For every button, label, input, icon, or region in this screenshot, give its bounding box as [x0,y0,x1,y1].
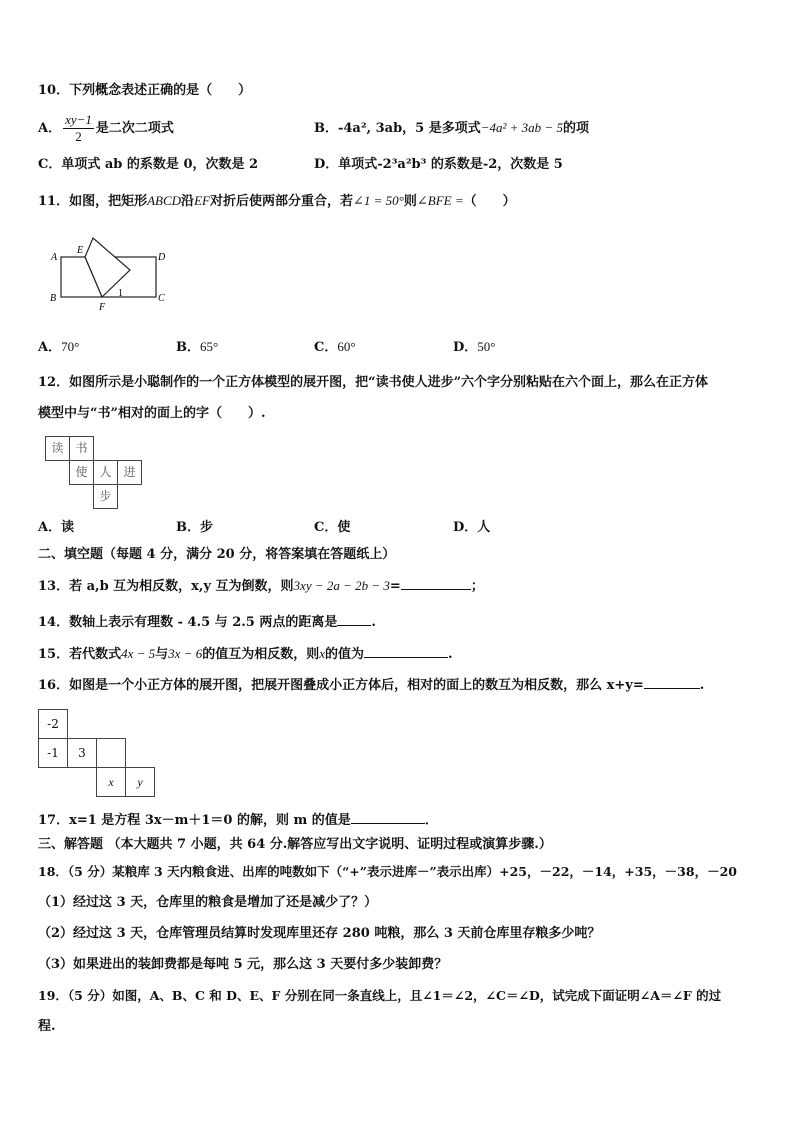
q18-part-2: （2）经过这 3 天，仓库管理员结算时发现库里还存 280 吨粮，那么 3 天前仓库里存粮多少吨？ [38,926,601,941]
q12-option-c: C．使 [314,520,351,535]
net-cell: 步 [93,484,118,509]
net-cell: 书 [69,436,94,461]
net-cell: -1 [38,738,68,768]
answer-blank[interactable] [337,613,371,626]
section-3-heading: 三、解答题 （本大题共 7 小题，共 64 分.解答应写出文字说明、证明过程或演算步骤.） [38,837,552,852]
net-cell: 人 [93,460,118,485]
q10-option-a: A． $\frac{xy-1}{2}$ 是二次二项式 [38,112,174,144]
net-cell: y [125,767,155,797]
q10-stem: 10．下列概念表述正确的是（ ） [38,83,252,98]
q12-line-2: 模型中与“书”相对的面上的字（ ）. [38,406,266,421]
answer-blank[interactable] [644,676,700,689]
q10-option-b: B．-4a², 3ab，5 是多项式−4a² + 3ab − 5的项 [314,120,589,136]
label-A: A [51,252,58,263]
q12-line-1: 12．如图所示是小聪制作的一个正方体模型的展开图，把“读书使人进步”六个字分别粘贴在六个面上，那么在正方体 [38,375,709,390]
q12-option-b: B．步 [176,520,214,535]
q13: 13．若 a,b 互为相反数，x,y 互为倒数，则3xy − 2a − 2b − 3= ； [38,578,484,594]
q16-cube-net [38,709,158,797]
q11-option-c: C．60° [314,339,356,355]
q12-cube-net [45,436,145,512]
answer-blank[interactable] [401,577,471,590]
q19-line-1: 19．（5 分）如图，A、B、C 和 D、E、F 分别在同一条直线上，且∠1＝∠2，∠C＝∠D，试完成下面证明∠A＝∠F 的过 [38,988,722,1003]
net-cell: -2 [38,709,68,739]
q18-stem: 18．（5 分）某粮库 3 天内粮食进、出库的吨数如下（“+”表示进库－”表示出库）+25，－22，－14，+35，－38，－20 [38,864,737,879]
q10-option-c: C．单项式 ab 的系数是 0，次数是 2 [38,157,259,172]
label-F: F [99,302,106,313]
q18-part-3: （3）如果进出的装卸费都是每吨 5 元，那么这 3 天要付多少装卸费？ [38,957,448,972]
q16: 16．如图是一个小正方体的展开图，把展开图叠成小正方体后，相对的面上的数互为相反数，那么 x+y= . [38,678,705,693]
q11-option-a: A．70° [38,339,80,355]
answer-blank[interactable] [351,811,425,824]
q10-option-d: D．单项式-2³a²b³ 的系数是-2，次数是 5 [314,157,563,172]
q17: 17．x=1 是方程 3x－m＋1＝0 的解，则 m 的值是 ． [38,813,438,828]
q14: 14．数轴上表示有理数 - 4.5 与 2.5 两点的距离是 . [38,615,376,630]
q12-option-a: A．读 [38,520,75,535]
label-D: D [158,252,166,263]
q11-option-d: D．50° [453,339,496,355]
q15: 15．若代数式4x − 5与3x − 6的值互为相反数，则x的值为 . [38,646,453,662]
net-cell [96,738,126,768]
net-cell: 读 [45,436,70,461]
label-C: C [158,293,165,304]
net-cell: x [96,767,126,797]
q18-part-1: （1）经过这 3 天，仓库里的粮食是增加了还是减少了？） [38,895,378,910]
q19-line-2: 程. [38,1019,56,1034]
label-angle-1: 1 [118,288,123,299]
net-cell: 使 [69,460,94,485]
net-cell: 3 [67,738,97,768]
q11-stem: 11．如图，把矩形ABCD沿EF对折后使两部分重合，若∠1 = 50°则∠BFE =（ ） [38,193,516,209]
q12-option-d: D．人 [453,520,491,535]
label-E: E [77,245,84,256]
net-cell: 进 [117,460,142,485]
label-B: B [50,293,57,304]
q11-rectangle-figure [40,230,180,315]
q11-option-b: B．65° [176,339,219,355]
answer-blank[interactable] [364,645,448,658]
section-2-heading: 二、填空题（每题 4 分，满分 20 分，将答案填在答题纸上） [38,547,396,562]
